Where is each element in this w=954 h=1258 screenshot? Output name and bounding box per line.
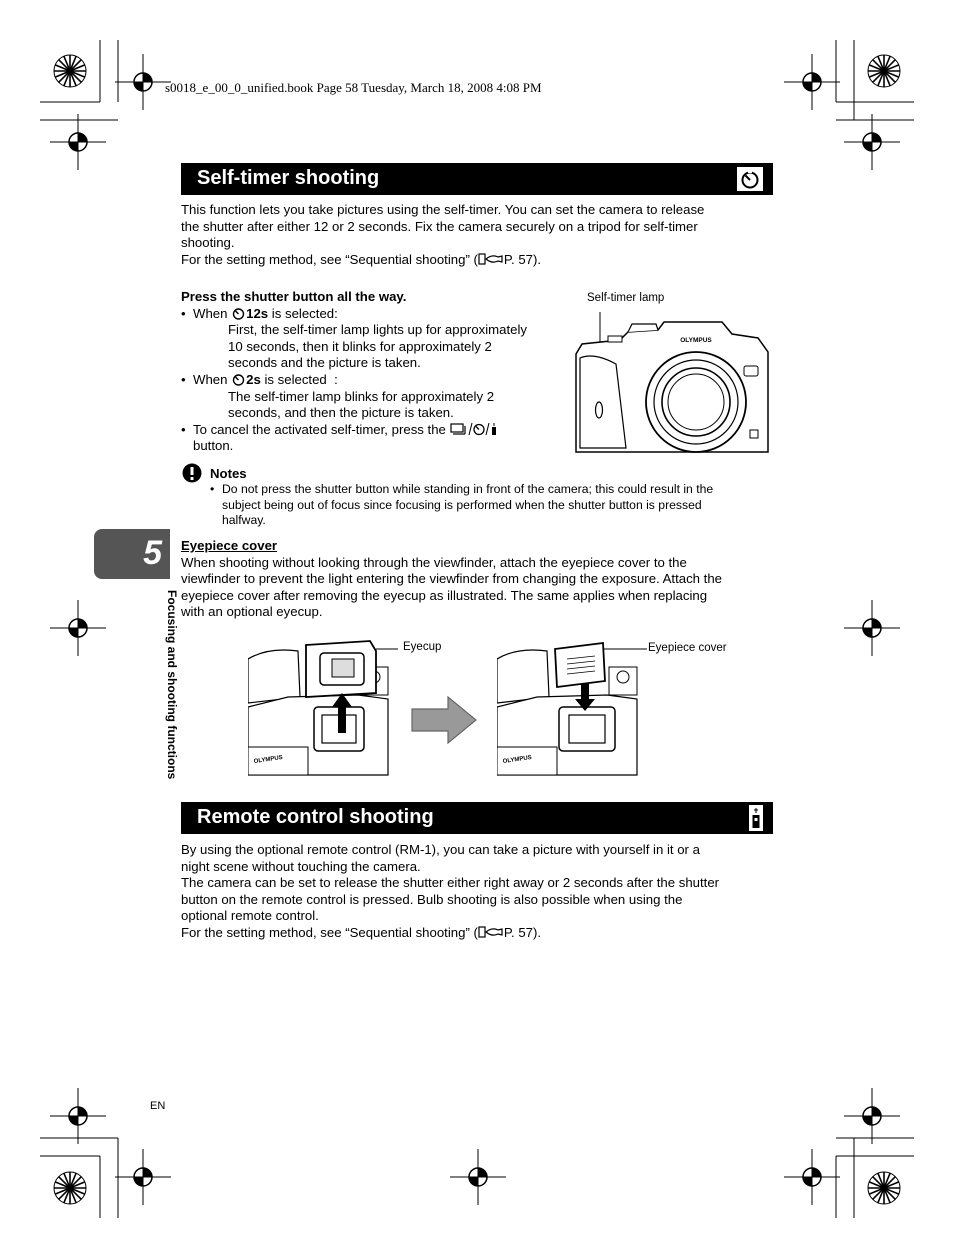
- section-bar-remote: [181, 802, 773, 834]
- bullet-2s-detail: The self-timer lamp blinks for approximately 2 seconds, and then the picture is taken.: [228, 388, 495, 421]
- eyepiece-section: Eyepiece cover When shooting without looking through the viewfinder, attach the eyepiece cover to the viewfinder to prevent the light entering the viewfinder from changing the exposure. Attach the eyepiece cover after removing the eyecup as illustrated. The same applies when replacing with an optional eyecup.: [181, 538, 723, 620]
- ref-suffix: P. 57).: [503, 251, 542, 267]
- intro-line: the shutter after either 12 or 2 seconds. Fix the camera securely on a tripod for self-timer: [181, 218, 698, 234]
- notes-body: • Do not press the shutter button while standing in front of the camera; this could result in the subject being out of focus since focusing is performed when the shutter button is pressed halfway.: [210, 482, 714, 528]
- setting-reference: [181, 252, 704, 269]
- ref-prefix: For the setting method, see “Sequential shooting” (: [181, 251, 478, 267]
- bullet-12s-detail: First, the self-timer lamp lights up for approximately 10 seconds, then it blinks for approximately 2 seconds and the picture is taken.: [228, 322, 528, 371]
- notes-heading: Notes: [210, 466, 247, 481]
- eyepiece-heading: Eyepiece cover: [181, 538, 278, 553]
- self-timer-intro: [181, 202, 704, 268]
- intro-line: shooting.: [181, 235, 235, 251]
- remote-control-icon: [749, 805, 763, 831]
- bullet-cancel-button: button.: [193, 438, 234, 454]
- svg-text:OLYMPUS: OLYMPUS: [253, 754, 284, 765]
- intro-line: This function lets you take pictures using the self-timer. You can set the camera to release: [181, 202, 705, 217]
- alert-icon: [182, 463, 202, 483]
- page-ref-icon: [478, 253, 504, 265]
- self-timer-lamp-label: Self-timer lamp: [587, 292, 665, 304]
- self-timer-icon: [737, 167, 763, 191]
- eyepiece-cover-illustration: [497, 637, 647, 777]
- chapter-tab: [94, 529, 170, 579]
- print-header: s0018_e_00_0_unified.book Page 58 Tuesday, March 18, 2008 4:08 PM: [165, 80, 542, 95]
- bullet-12s: • When 12s is selected:: [181, 305, 338, 321]
- page-ref-icon: [478, 926, 504, 938]
- camera-brand-text: OLYMPUS: [680, 337, 712, 344]
- press-heading: Press the shutter button all the way.: [181, 289, 407, 304]
- camera-front-illustration: [572, 308, 772, 453]
- press-instructions: [181, 289, 527, 455]
- self-timer-icon: [231, 307, 246, 320]
- language-label: EN: [150, 1100, 166, 1112]
- section-title-self-timer: Self-timer shooting: [197, 167, 380, 189]
- chapter-side-label: Focusing and shooting functions: [165, 590, 179, 780]
- eyecup-removal-illustration: [248, 637, 398, 777]
- setting-reference: For the setting method, see “Sequential shooting” ( P. 57).: [181, 924, 542, 940]
- bullet-2s: • When 2s is selected :: [181, 371, 338, 387]
- eyecup-label: Eyecup: [403, 641, 442, 653]
- remote-body: By using the optional remote control (RM-1), you can take a picture with yourself in it or a night scene without touching the camera. The camera can be set to release the shutter either right away or 2 seconds after the shutter button on the remote control is pressed. Bulb shooting is also possible when using the optional remote control. For the setting method, see “Sequential shooting” ( P. 57).: [181, 842, 720, 940]
- self-timer-icon: [231, 373, 246, 386]
- bullet-cancel: • To cancel the activated self-timer, press the: [181, 422, 527, 439]
- eyepiece-cover-label: Eyepiece cover: [648, 642, 727, 654]
- svg-text:OLYMPUS: OLYMPUS: [502, 754, 533, 765]
- drive-button-icon: [450, 422, 498, 436]
- chapter-number: 5: [143, 534, 162, 572]
- section-title-remote: Remote control shooting: [197, 806, 434, 828]
- section-bar-self-timer: [181, 163, 773, 195]
- arrow-right-icon: [410, 695, 480, 745]
